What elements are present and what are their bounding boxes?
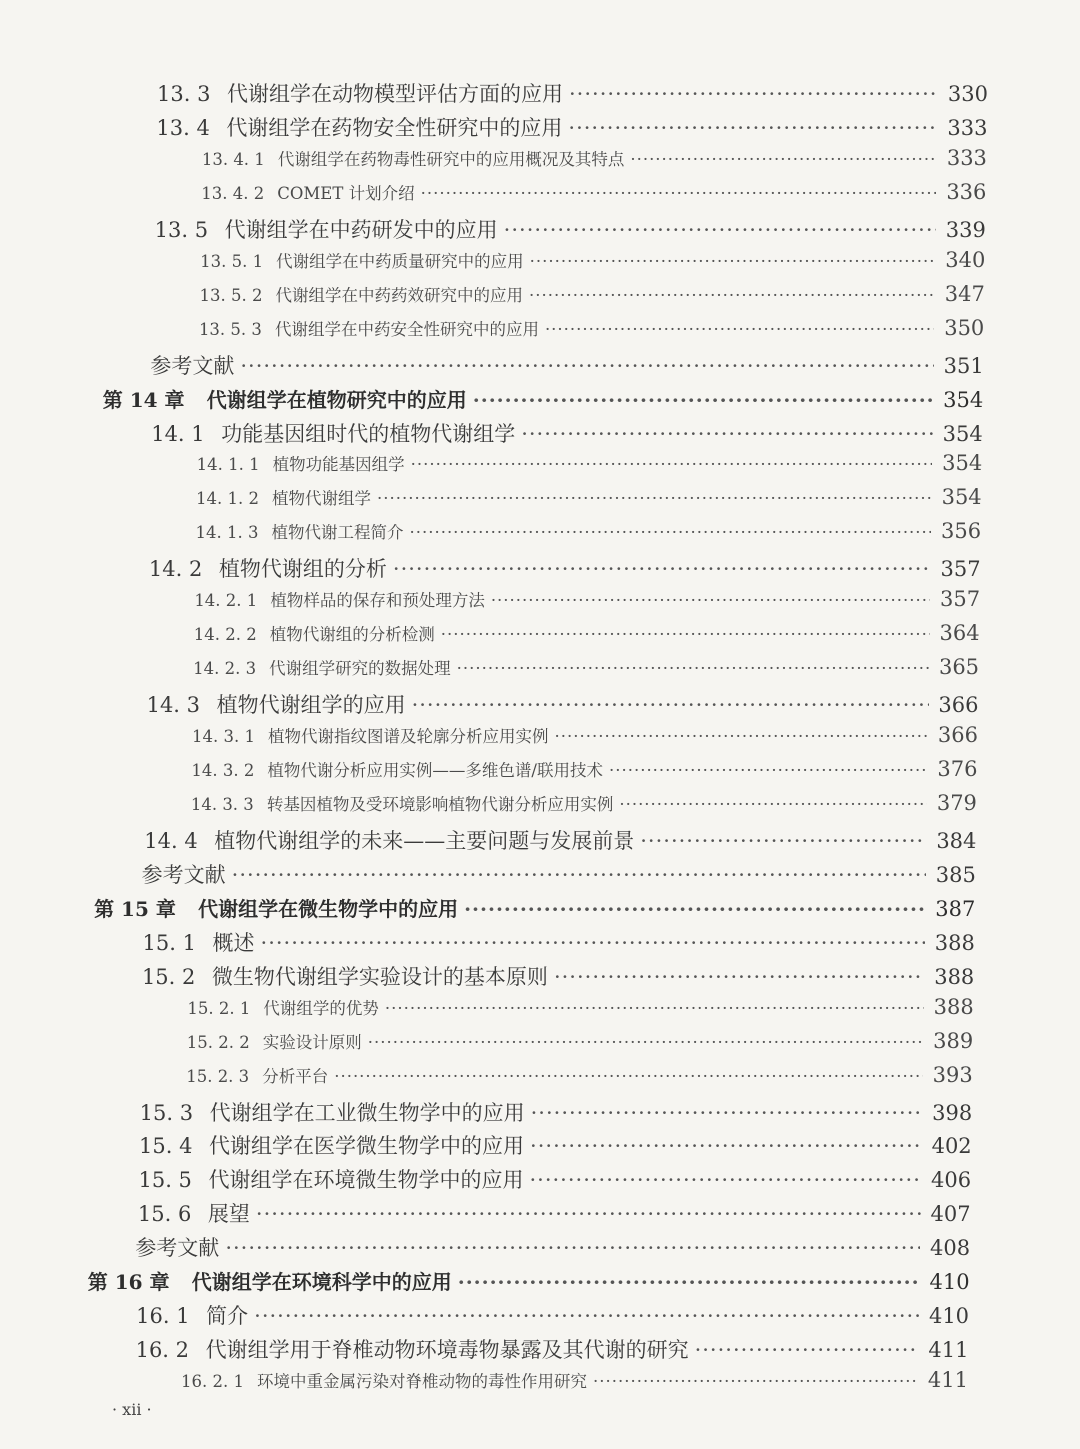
toc-entry bbox=[144, 825, 976, 855]
toc-page-number: 365 bbox=[938, 655, 980, 680]
toc-entry bbox=[151, 418, 983, 448]
toc-entry-number: 14. 1. 3 bbox=[195, 523, 259, 543]
toc-entry-title: 植物代谢组学 bbox=[272, 489, 372, 509]
toc-entry-title: 转基因植物及受环境影响植物代谢分析应用实例 bbox=[266, 794, 614, 814]
toc-entry bbox=[138, 1198, 971, 1228]
toc-page-number: 407 bbox=[930, 1202, 971, 1227]
toc-page-number: 393 bbox=[932, 1062, 973, 1087]
dot-leader bbox=[529, 286, 935, 305]
toc-page-number: 376 bbox=[937, 757, 978, 781]
toc-entry-title: 展望 bbox=[207, 1202, 250, 1227]
toc-entry bbox=[192, 723, 978, 747]
toc-page-number: 333 bbox=[946, 145, 987, 170]
toc-page-number: 379 bbox=[936, 790, 977, 815]
toc-entry-number: 第 14 章 bbox=[102, 387, 185, 412]
dot-leader bbox=[441, 625, 930, 644]
toc-entry-number: 14. 2. 1 bbox=[194, 591, 258, 611]
toc-entry-number: 15. 6 bbox=[137, 1202, 192, 1227]
toc-entry-title: 代谢组学在微生物学中的应用 bbox=[198, 896, 459, 921]
toc-entry bbox=[142, 961, 974, 991]
toc-page-number: 366 bbox=[938, 693, 979, 718]
toc-entry bbox=[138, 1164, 971, 1194]
toc-page-number: 384 bbox=[936, 828, 977, 853]
toc-entry bbox=[157, 78, 988, 108]
toc-entry-title: 代谢组学在药物毒性研究中的应用概况及其特点 bbox=[277, 149, 625, 169]
toc-entry-title: 植物代谢工程简介 bbox=[271, 523, 404, 543]
toc-page-number: 357 bbox=[940, 587, 981, 612]
toc-entry-title: 代谢组学在环境科学中的应用 bbox=[191, 1270, 452, 1295]
toc-entry bbox=[156, 112, 987, 142]
toc-entry-number: 14. 3. 1 bbox=[192, 727, 255, 747]
toc-entry bbox=[194, 587, 980, 611]
toc-entry bbox=[191, 791, 977, 815]
dot-leader bbox=[630, 150, 937, 169]
toc-page-number: 398 bbox=[932, 1100, 973, 1125]
dot-leader bbox=[640, 829, 926, 853]
toc-entry bbox=[155, 214, 986, 244]
dot-leader bbox=[225, 1236, 920, 1260]
toc-page-number: 411 bbox=[928, 1338, 969, 1363]
dot-leader bbox=[261, 931, 925, 955]
toc-entry-title: 代谢组学在中药药效研究中的应用 bbox=[275, 285, 524, 305]
toc-entry-number: 14. 2 bbox=[148, 557, 203, 582]
toc-entry-number: 15. 4 bbox=[139, 1134, 193, 1159]
toc-page-number: 402 bbox=[931, 1134, 972, 1159]
toc-entry-title: 植物代谢指纹图谱及轮廓分析应用实例 bbox=[268, 727, 549, 747]
toc-entry bbox=[195, 519, 981, 543]
dot-leader bbox=[368, 1033, 923, 1052]
dot-leader bbox=[393, 557, 931, 581]
dot-leader bbox=[411, 455, 933, 474]
dot-leader bbox=[619, 795, 927, 814]
toc-entry-title: 代谢组学在中药安全性研究中的应用 bbox=[274, 319, 539, 339]
dot-leader bbox=[334, 1067, 923, 1086]
dot-leader bbox=[464, 897, 925, 921]
toc-entry-title: 环境中重金属污染对脊椎动物的毒性作用研究 bbox=[257, 1372, 587, 1392]
toc-entry-number: 第 16 章 bbox=[87, 1270, 170, 1295]
dot-leader bbox=[491, 591, 930, 610]
toc-page-number: 350 bbox=[944, 315, 985, 340]
dot-leader bbox=[504, 218, 936, 242]
toc-entry-number: 第 15 章 bbox=[94, 896, 176, 921]
toc-page-number: 333 bbox=[947, 115, 988, 140]
toc-references-entry bbox=[150, 350, 983, 380]
toc-entry-title: 植物代谢分析应用实例——多维色谱/联用技术 bbox=[267, 761, 603, 780]
toc-page-number: 408 bbox=[930, 1236, 971, 1261]
toc-entry bbox=[196, 485, 982, 509]
toc-entry-number: 13. 5. 3 bbox=[198, 319, 262, 339]
toc-entry-title: 代谢组学在工业微生物学中的应用 bbox=[209, 1100, 525, 1125]
dot-leader bbox=[554, 965, 924, 989]
toc-entry-title: 概述 bbox=[212, 930, 255, 955]
dot-leader bbox=[530, 252, 936, 271]
toc-entry-number: 14. 3. 3 bbox=[190, 794, 254, 814]
toc-entry bbox=[200, 248, 985, 272]
toc-entry-number: 14. 1. 2 bbox=[196, 489, 260, 509]
toc-page-number: 385 bbox=[935, 862, 976, 887]
toc-entry-number: 14. 4 bbox=[144, 828, 198, 853]
toc-entry-number: 16. 1 bbox=[136, 1304, 190, 1329]
dot-leader bbox=[569, 82, 938, 106]
toc-entry bbox=[149, 553, 981, 583]
toc-entry-number: 15. 5 bbox=[138, 1168, 192, 1193]
toc-entry-title: 代谢组学研究的数据处理 bbox=[269, 659, 451, 679]
dot-leader bbox=[377, 489, 932, 508]
toc-page-number: 410 bbox=[928, 1304, 970, 1329]
toc-entry bbox=[193, 655, 979, 679]
toc-entry-title: 参考文献 bbox=[150, 353, 235, 378]
dot-leader bbox=[240, 354, 933, 378]
dot-leader bbox=[457, 659, 929, 678]
dot-leader bbox=[555, 727, 929, 746]
dot-leader bbox=[473, 388, 933, 412]
dot-leader bbox=[412, 693, 929, 717]
toc-entry bbox=[143, 927, 975, 957]
toc-page-number: 389 bbox=[933, 1028, 974, 1053]
toc-entry-number: 13. 3 bbox=[157, 82, 211, 106]
toc-entry bbox=[199, 316, 984, 340]
dot-leader bbox=[458, 1270, 920, 1294]
toc-entry-title: 微生物代谢组学实验设计的基本原则 bbox=[211, 964, 548, 989]
toc-page-number: 388 bbox=[934, 930, 975, 955]
dot-leader bbox=[521, 422, 933, 446]
toc-references-entry bbox=[135, 1232, 970, 1262]
toc-entry-title: COMET 计划介绍 bbox=[277, 183, 415, 203]
toc-page-number: 351 bbox=[943, 353, 984, 378]
toc-page-number: 354 bbox=[942, 451, 983, 476]
toc-entry-number: 14. 2. 3 bbox=[193, 659, 257, 679]
toc-entry-number: 14. 3. 2 bbox=[191, 761, 255, 780]
dot-leader bbox=[568, 116, 937, 140]
toc-page-number: 387 bbox=[935, 896, 976, 921]
toc-page-number: 354 bbox=[943, 387, 984, 412]
toc-entry-title: 植物样品的保存和预处理方法 bbox=[270, 591, 485, 611]
toc-entry-number: 13. 4. 2 bbox=[201, 183, 265, 203]
toc-entry bbox=[187, 995, 973, 1019]
toc-entry-title: 分析平台 bbox=[262, 1066, 329, 1086]
toc-references-entry bbox=[142, 859, 976, 889]
toc-page-number: 366 bbox=[937, 723, 978, 748]
toc-entry-number: 15. 2. 3 bbox=[186, 1066, 250, 1086]
dot-leader bbox=[531, 1101, 923, 1125]
dot-leader bbox=[695, 1338, 919, 1362]
toc-entry-title: 参考文献 bbox=[135, 1236, 220, 1261]
toc-entry bbox=[147, 689, 979, 719]
toc-entry bbox=[202, 146, 987, 170]
toc-entry bbox=[197, 451, 983, 475]
toc-entry bbox=[139, 1130, 972, 1160]
toc-entry-number: 13. 4. 1 bbox=[201, 149, 265, 169]
dot-leader bbox=[529, 1168, 921, 1192]
toc-chapter-entry bbox=[94, 893, 975, 922]
toc-entry bbox=[201, 180, 986, 204]
toc-entry-title: 代谢组学的优势 bbox=[263, 998, 379, 1018]
toc-entry-number: 15. 2. 1 bbox=[187, 998, 251, 1018]
toc-page-number: 354 bbox=[941, 485, 982, 510]
toc-entry-number: 15. 3 bbox=[139, 1100, 194, 1125]
toc-entry-title: 代谢组学在医学微生物学中的应用 bbox=[209, 1134, 525, 1159]
toc-entry-title: 参考文献 bbox=[141, 862, 226, 887]
dot-leader bbox=[409, 523, 931, 542]
dot-leader bbox=[385, 999, 924, 1018]
toc-entry bbox=[181, 1368, 968, 1392]
toc-entry-number: 14. 1 bbox=[151, 421, 205, 446]
toc-entry bbox=[136, 1300, 969, 1330]
toc-entry-title: 植物代谢组学的应用 bbox=[216, 693, 406, 718]
toc-entry-title: 实验设计原则 bbox=[262, 1032, 362, 1052]
toc-page-number: 406 bbox=[931, 1168, 972, 1193]
toc-page-number: 357 bbox=[940, 557, 981, 582]
toc-entry bbox=[140, 1097, 973, 1127]
dot-leader bbox=[593, 1372, 918, 1391]
dot-leader bbox=[254, 1304, 919, 1328]
toc-page-number: 330 bbox=[947, 82, 988, 106]
toc-entry-number: 13. 5. 2 bbox=[199, 285, 263, 305]
dot-leader bbox=[256, 1202, 921, 1226]
toc-page-number: 388 bbox=[934, 964, 975, 989]
toc-entry bbox=[191, 757, 977, 781]
toc-entry-number: 14. 1. 1 bbox=[196, 455, 260, 475]
toc-page-number: 364 bbox=[939, 621, 980, 646]
toc-entry-title: 功能基因组时代的植物代谢组学 bbox=[221, 421, 516, 446]
toc-chapter-entry bbox=[88, 1266, 970, 1295]
toc-entry-title: 代谢组学在药物安全性研究中的应用 bbox=[226, 115, 563, 140]
dot-leader bbox=[421, 184, 937, 203]
toc-entry-title: 代谢组学在中药质量研究中的应用 bbox=[276, 251, 524, 271]
toc-entry-title: 植物功能基因组学 bbox=[272, 455, 405, 475]
toc-entry bbox=[187, 1029, 973, 1053]
toc-page-number: 339 bbox=[945, 217, 986, 242]
toc-entry-title: 代谢组学在动物模型评估方面的应用 bbox=[227, 82, 563, 106]
toc-entry-number: 14. 2. 2 bbox=[193, 625, 257, 645]
toc-entry-title: 代谢组学在植物研究中的应用 bbox=[206, 387, 467, 412]
toc-entry-number: 13. 5. 1 bbox=[200, 251, 264, 271]
toc-entry-title: 代谢组学在环境微生物学中的应用 bbox=[208, 1168, 524, 1193]
toc-chapter-entry bbox=[103, 384, 983, 413]
toc-page-number: 347 bbox=[944, 281, 985, 306]
toc-entry-title: 代谢组学用于脊椎动物环境毒物暴露及其代谢的研究 bbox=[205, 1338, 689, 1363]
toc-page-number: 388 bbox=[933, 994, 974, 1019]
toc-entry-number: 13. 5 bbox=[154, 217, 209, 242]
toc-entry bbox=[186, 1063, 973, 1087]
toc-entry-title: 简介 bbox=[206, 1304, 249, 1329]
toc-entry-number: 15. 2. 2 bbox=[186, 1032, 250, 1052]
toc-page-number: 411 bbox=[927, 1368, 968, 1393]
toc-entry-title: 代谢组学在中药研发中的应用 bbox=[224, 217, 498, 242]
toc-page-number: 336 bbox=[946, 179, 987, 204]
toc-entry-title: 植物代谢组的分析 bbox=[218, 557, 387, 582]
toc-entry-number: 15. 1 bbox=[142, 930, 196, 955]
toc-entry bbox=[194, 621, 980, 645]
toc-entry-number: 15. 2 bbox=[141, 964, 196, 989]
toc-entry bbox=[200, 282, 985, 306]
dot-leader bbox=[609, 761, 927, 780]
dot-leader bbox=[232, 863, 926, 887]
dot-leader bbox=[545, 320, 934, 339]
toc-page-number: 356 bbox=[941, 519, 982, 544]
toc-entry-number: 16. 2. 1 bbox=[181, 1372, 244, 1392]
toc-page-number: 354 bbox=[942, 421, 983, 446]
toc-entry bbox=[136, 1334, 969, 1364]
toc-entry-number: 16. 2 bbox=[135, 1338, 190, 1363]
dot-leader bbox=[530, 1134, 922, 1158]
toc-page-number: 340 bbox=[945, 247, 986, 272]
toc-entry-number: 14. 3 bbox=[146, 693, 201, 718]
toc-entry-title: 植物代谢组学的未来——主要问题与发展前景 bbox=[214, 828, 635, 853]
toc-page-number: 410 bbox=[929, 1270, 970, 1295]
toc-entry-title: 植物代谢组的分析检测 bbox=[269, 625, 435, 645]
toc-entry-number: 13. 4 bbox=[156, 115, 210, 140]
page-number-footer: · xii · bbox=[112, 1400, 152, 1419]
